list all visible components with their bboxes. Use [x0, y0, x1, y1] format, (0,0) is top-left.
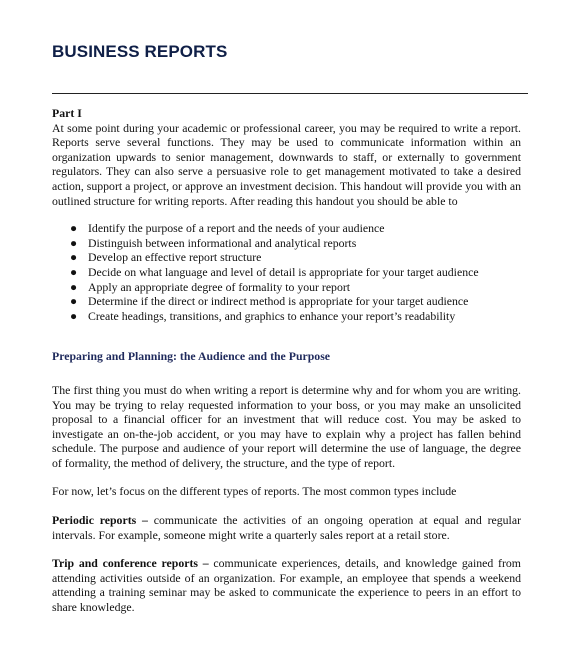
list-item	[52, 250, 521, 265]
periodic-reports-term: Periodic reports –	[52, 513, 148, 528]
section-heading: Preparing and Planning: the Audience and the Purpose	[52, 349, 331, 364]
title-divider	[52, 93, 528, 94]
audience-paragraph: The first thing you must do when writing a report is determine why and for whom you are writing. You may be trying to relay requested information to your boss, or you may make an unsolicited proposal to a financial officer for an investment that will reduce cost. You may be asked to investigate an on-the-job accident, or you may have to explain why a project has fallen behind schedule. The purpose and audience of your report will determine the use of language, the degree of formality, the method of delivery, the structure, and the type of report.	[52, 382, 521, 470]
list-item-text: Decide on what language and level of detail is appropriate for your target audience	[88, 264, 479, 279]
list-item-text: Develop an effective report structure	[88, 250, 262, 265]
intro-paragraph: At some point during your academic or professional career, you may be required to write a report. Reports serve several functions. They may be used to communicate information within an organization upwards to senior management, downwards to staff, or externally to government regulators. They can also serve a persuasive role to get management motivated to take a desired action, support a project, or approve an investment decision. This handout will provide you with an outlined structure for writing reports. After reading this handout you should be able to	[52, 120, 521, 208]
periodic-reports-text: communicate the activities of an ongoing operation at equal and regular intervals. For example, someone might write a quarterly sales report at a retail store.	[52, 513, 521, 542]
objectives-list	[52, 221, 521, 323]
list-item	[52, 294, 521, 309]
list-item-text: Identify the purpose of a report and the needs of your audience	[88, 221, 385, 236]
bullet-icon: ●	[70, 264, 78, 279]
document-body	[52, 106, 521, 629]
trip-reports-paragraph	[52, 556, 521, 614]
list-item-text: Apply an appropriate degree of formality to your report	[88, 279, 351, 294]
bullet-icon: ●	[70, 279, 78, 294]
report-types-intro: For now, let’s focus on the different types of reports. The most common types include	[52, 484, 457, 499]
part-heading: Part I	[52, 106, 82, 120]
trip-reports-text: communicate experiences, details, and knowledge gained from attending activities outside of an organization. For example, an employee that spends a weekend attending a training seminar may be asked to communicate the experience to peers in an effort to share knowledge.	[52, 556, 521, 615]
list-item-text: Create headings, transitions, and graphics to enhance your report’s readability	[88, 308, 456, 323]
bullet-icon: ●	[70, 294, 78, 309]
list-item	[52, 236, 521, 251]
list-item-text: Determine if the direct or indirect method is appropriate for your target audience	[88, 294, 469, 309]
list-item	[52, 309, 521, 324]
trip-reports-term: Trip and conference reports –	[52, 556, 209, 571]
bullet-icon: ●	[70, 308, 78, 323]
list-item	[52, 280, 521, 295]
list-item-text: Distinguish between informational and analytical reports	[88, 235, 357, 250]
bullet-icon: ●	[70, 250, 78, 265]
bullet-icon: ●	[70, 221, 78, 236]
periodic-reports-paragraph	[52, 513, 521, 542]
list-item	[52, 265, 521, 280]
bullet-icon: ●	[70, 235, 78, 250]
list-item	[52, 221, 521, 236]
document-title: BUSINESS REPORTS	[52, 42, 228, 61]
